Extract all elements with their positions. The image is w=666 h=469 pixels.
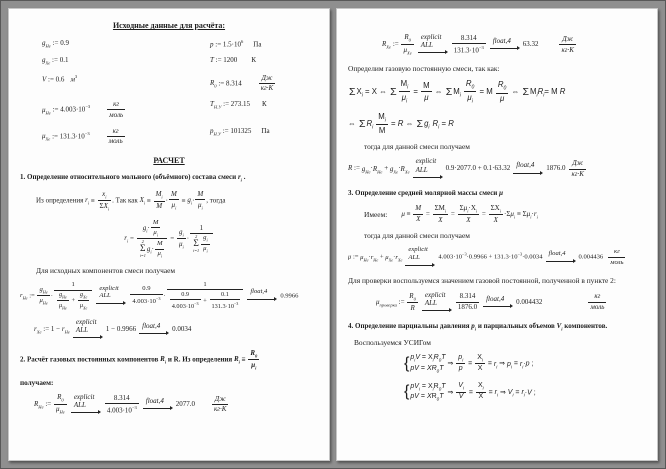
formula-mu: μ := $\mu_{He}\cdot r_{He} + \mu_{Xe}\cdot r_{Xe}$ explicit ALL $4.003\cdot 10^{-3}\cdot 0.9966 + 131.3\cdot 10^{-3}\cdot 0.0034$ float,4 0.004436 кг моль: [348, 246, 646, 268]
given-data-table: [20, 39, 318, 146]
page-left: [8, 8, 330, 461]
formula-R-xe: $R_{Xe}$ := $R_0$ $\mu_{Xe}$ explicit ALL $\frac{8.314}{131.3\cdot 10^{-3}}$ float,4 63.32 Дж кг·К: [382, 33, 574, 55]
then-mixture-note-1: тогда для данной смеси получаем: [364, 142, 470, 152]
usig-note: Воспользуемся УСИГом: [354, 338, 431, 347]
given-g-he: $g_{He}$ := 0.9: [42, 39, 69, 49]
formula-sum-chain-2: ⇔ Σ $R_i$ $\frac{M_i}{M}$ = R ⇔ Σ $g_i$ $R_i = R$: [348, 111, 454, 135]
formula-r-xe: $r_{Xe}$ := $1 - r_{He}$ explicit ALL 1 − 0.9966 float,4 0.0034: [34, 318, 318, 341]
calc-heading: РАСЧЕТ: [153, 156, 185, 166]
section3-heading: 3. Определение средней молярной массы смеси μ: [348, 188, 503, 197]
formula-R-mixture: R := $g_{He}\cdot R_{He} + g_{Xe}\cdot R_{Xe}$ explicit ALL 0.9·2077.0 + 0.1·63.32 float,4 1876.0 Дж кг·К: [348, 157, 646, 180]
imeem-row: [364, 204, 646, 225]
given-p: p := $1.5\cdot 10^6$ Па: [210, 39, 262, 49]
given-p-nu: $p_{Н.У}$ := 101325 Па: [210, 126, 270, 137]
check-note: Для проверки воспользуемся значением газовой постоянной, полученной в пункте 2:: [348, 275, 616, 285]
formula-mu-definition: μ ≡ $\frac{M}{X}$ = $\Sigma M_i$ X = $\Sigma\mu_i\cdot X_i$ X = $\Sigma X_i$ X $\cdot\Sigma\mu_i \equiv \Sigma\mu_i\cdot r_i$: [401, 203, 538, 224]
section2-heading: 2. Расчёт газовых постоянных компонентов $R_i$ и R. Из определения $R_i$ ≡ $\frac{R_0}{\mu_i}$: [20, 348, 258, 371]
formula-r-he: $r_{He}$ := $g_{He}$ $\mu_{He}$ · 1 $g_{He}$ $\mu_{He}$ + $g_{Xe}$ $\mu_{Xe}$ explicit ALL $\frac{0.9}{4.003\cdot 10^{-3}}$ · 1 $\frac{0.9}{4.003\cdot 10^{-3}}$ + $\frac{0.1}{131.3\cdot 10^{-3}}$ float,4 0.9966: [20, 280, 299, 311]
page-right: [336, 8, 658, 461]
formula-R-he: $R_{He}$ := $R_0$ $\mu_{He}$ explicit ALL $\frac{8.314}{4.003\cdot 10^{-3}}$ float,4 2077.0 Дж кг·К: [34, 392, 227, 415]
given-data-title: Исходные данные для расчёта:: [112, 21, 226, 30]
formula-sum-chain-1: Σ $X_i = X$ ⇔ Σ $\frac{M_i}{\mu_i}$ = $\frac{M}{\mu}$ ⇔ Σ $M_i$ $\frac{R_0}{\mu_i}$ = M $\frac{R_0}{\mu}$ ⇔ Σ $M_iR_i= M$ R: [349, 79, 566, 105]
formula-usig-pressures: { $p_iV = X_iR_0T$ pV = $XR_0T$ ⇒ $\frac{p_i}{p}$ = $\frac{X_i}{X}$ = $r_i$ ⇒ $p_i = r_i\cdot p$ ;: [404, 353, 534, 374]
given-mu-xe: $\mu_{Xe}$ := $131.3\cdot 10^{-3}$ кг моль: [42, 126, 123, 146]
formula-ri-definition: $r_i$ = $g_i\cdot$ $\frac{M}{\mu_i}$ 2 Σ i=1 $g_i\cdot$ $\frac{M}{\mu_i}$ = $\frac{g_i}{\mu_i}$ · 1 2 Σ i=1 $\frac{g_i}{\mu_i}$: [20, 219, 318, 259]
define-gas-constant-note: Определим газовую постоянную смеси, так как:: [348, 64, 500, 74]
given-V: V := 0.6 $м^3$: [42, 73, 78, 84]
section1-note: Для исходных компонентов смеси получаем: [36, 265, 176, 275]
section4-heading: 4. Определение парциальны давления $p_i$ и парциальных объемов $V_i$ компонентов.: [348, 321, 608, 332]
section2-heading-cont: получаем:: [20, 378, 54, 387]
section1-heading: 1. Определение относительного мольного (объёмного) состава смеси $r_i$ .: [20, 173, 246, 183]
given-g-xe: $g_{Xe}$ := 0.1: [42, 56, 69, 66]
then-mixture-note-2: тогда для данной смеси получаем: [364, 231, 470, 241]
given-T: T := 1200 К: [210, 56, 256, 65]
section1-intro: Из определения $r_i$ ≡ $x_i$ $\Sigma X_i$ . Так как $X_i$ ≡ $\frac{M_i}{M}$ · $\frac{M}{\mu_i}$ ≡ $g_i\cdot$ $\frac{M}{\mu_i}$ , тогда: [36, 189, 226, 211]
given-mu-he: $\mu_{He}$ := $4.003\cdot 10^{-3}$ кг моль: [42, 100, 124, 119]
given-R0: $R_0$ := 8.314 Дж кг·К: [210, 73, 274, 93]
formula-usig-volumes: { $pV_i = X_iR_0T$ pV = $XR_0T$ ⇒ $\frac{V_i}{V}$ = $\frac{X_i}{X}$ = $r_i$ ⇒ $V_i = r_i\cdot V$ ;: [404, 382, 536, 402]
imeem-label: Имеем:: [364, 209, 388, 219]
formula-mu-check: $\mu_{проверка}$ := $\frac{R_0}{R}$ explicit ALL $\frac{8.314}{1876.0}$ float,4 0.004432 кг моль: [376, 290, 605, 312]
given-T-nu: $T_{Н.У}$ := 273.15 К: [210, 100, 267, 110]
